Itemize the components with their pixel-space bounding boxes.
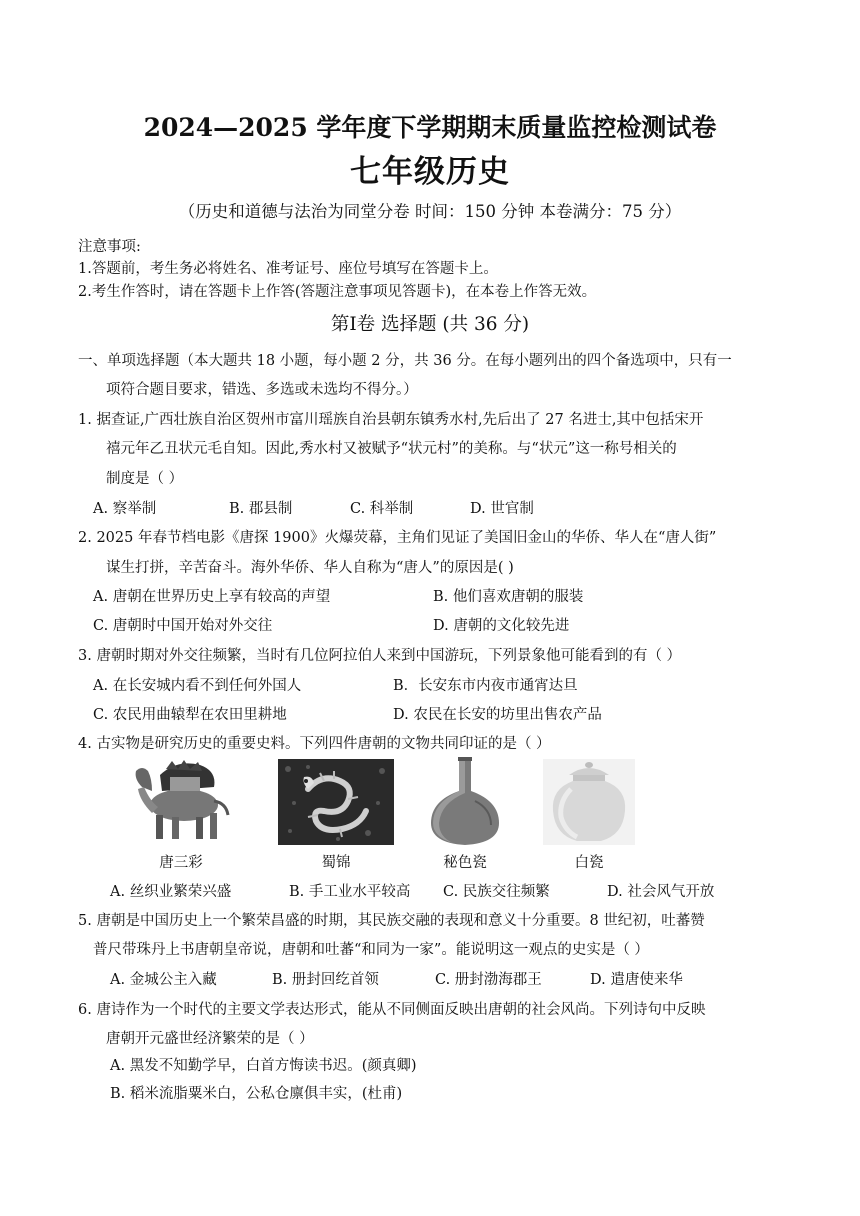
question-stem: 制度是（ ） <box>106 471 184 487</box>
notice-item: 2.考生作答时，请在答题卡上作答(答题注意事项见答题卡)，在本卷上作答无效。 <box>78 284 597 300</box>
option-a[interactable]: A. 察举制 <box>93 501 157 517</box>
option-c[interactable]: C. 科举制 <box>350 501 414 517</box>
option-c[interactable]: C. 册封渤海郡王 <box>435 972 542 988</box>
option-a[interactable]: A. 唐朝在世界历史上享有较高的声望 <box>93 589 331 605</box>
tang-sancai-camel-icon <box>122 757 240 847</box>
option-c[interactable]: C. 民族交往频繁 <box>443 884 550 900</box>
white-porcelain-jar-icon <box>543 759 635 845</box>
exam-title: 2024—2025 学年度下学期期末质量监控检测试卷 <box>143 113 717 142</box>
question-stem: 6. 唐诗作为一个时代的主要文学表达形式，能从不同侧面反映出唐朝的社会风尚。下列诗句中反映 <box>78 1002 706 1018</box>
option-c[interactable]: C. 农民用曲辕犁在农田里耕地 <box>93 707 287 723</box>
question-stem: 3. 唐朝时期对外交往频繁，当时有几位阿拉伯人来到中国游玩，下列景象他可能看到的有（ ） <box>78 648 682 664</box>
option-a[interactable]: A. 金城公主入藏 <box>110 972 217 988</box>
option-b[interactable]: B. 稻米流脂粟米白，公私仓廪俱丰实，(杜甫) <box>110 1086 403 1102</box>
exam-info: （历史和道德与法治为同堂分卷 时间：150 分钟 本卷满分：75 分） <box>178 202 682 221</box>
section-heading: 第Ⅰ卷 选择题 (共 36 分) <box>330 314 530 335</box>
image-caption: 蜀锦 <box>321 855 351 871</box>
question-stem: 普尺带珠丹上书唐朝皇帝说，唐朝和吐蕃“和同为一家”。能说明这一观点的史实是（ ） <box>93 942 649 958</box>
option-d[interactable]: D. 农民在长安的坊里出售农产品 <box>393 707 602 723</box>
section-instruction: 项符合题目要求，错选、多选或未选均不得分。） <box>106 382 418 398</box>
option-b[interactable]: B．长安东市内夜市通宵达旦 <box>393 678 578 694</box>
image-caption: 白瓷 <box>574 855 604 871</box>
option-b[interactable]: B. 郡县制 <box>229 501 293 517</box>
subject-title: 七年级历史 <box>350 154 510 190</box>
image-caption: 唐三彩 <box>159 855 203 871</box>
question-stem: 1. 据查证,广西壮族自治区贺州市富川瑶族自治县朝东镇秀水村,先后出了 27 名进士,其中包括宋开 <box>78 412 704 428</box>
notice-item: 1.答题前，考生务必将姓名、准考证号、座位号填写在答题卡上。 <box>78 261 498 277</box>
option-b[interactable]: B. 册封回纥首领 <box>272 972 379 988</box>
shu-brocade-dragon-icon <box>278 759 394 845</box>
option-d[interactable]: D. 世官制 <box>470 501 534 517</box>
celadon-vase-icon <box>425 757 505 847</box>
question-stem: 5. 唐朝是中国历史上一个繁荣昌盛的时期，其民族交融的表现和意义十分重要。8 世纪初，吐蕃赞 <box>78 913 705 929</box>
question-stem: 谋生打拼，辛苦奋斗。海外华侨、华人自称为“唐人”的原因是( ) <box>106 560 514 576</box>
notice-heading: 注意事项: <box>78 239 141 255</box>
option-d[interactable]: D. 唐朝的文化较先进 <box>433 618 570 634</box>
option-a[interactable]: A. 丝织业繁荣兴盛 <box>110 884 232 900</box>
image-caption: 秘色瓷 <box>443 855 487 871</box>
question-stem: 2. 2025 年春节档电影《唐探 1900》火爆荧幕，主角们见证了美国旧金山的华侨、华人在“唐人街” <box>78 530 717 546</box>
question-stem: 4. 古实物是研究历史的重要史料。下列四件唐朝的文物共同印证的是（ ） <box>78 736 551 752</box>
option-a[interactable]: A. 黑发不知勤学早，白首方悔读书迟。(颜真卿) <box>110 1058 417 1074</box>
question-stem: 禧元年乙丑状元毛自知。因此,秀水村又被赋予“状元村”的美称。与“状元”这一称号相关的 <box>106 441 677 457</box>
option-b[interactable]: B. 手工业水平较高 <box>289 884 411 900</box>
option-c[interactable]: C. 唐朝时中国开始对外交往 <box>93 618 273 634</box>
question-stem: 唐朝开元盛世经济繁荣的是（ ） <box>106 1031 314 1047</box>
option-d[interactable]: D. 社会风气开放 <box>607 884 715 900</box>
option-d[interactable]: D. 遣唐使来华 <box>590 972 683 988</box>
option-b[interactable]: B. 他们喜欢唐朝的服装 <box>433 589 584 605</box>
option-a[interactable]: A. 在长安城内看不到任何外国人 <box>93 678 302 694</box>
section-instruction: 一、单项选择题（本大题共 18 小题，每小题 2 分，共 36 分。在每小题列出的四个备选项中，只有一 <box>78 353 732 369</box>
